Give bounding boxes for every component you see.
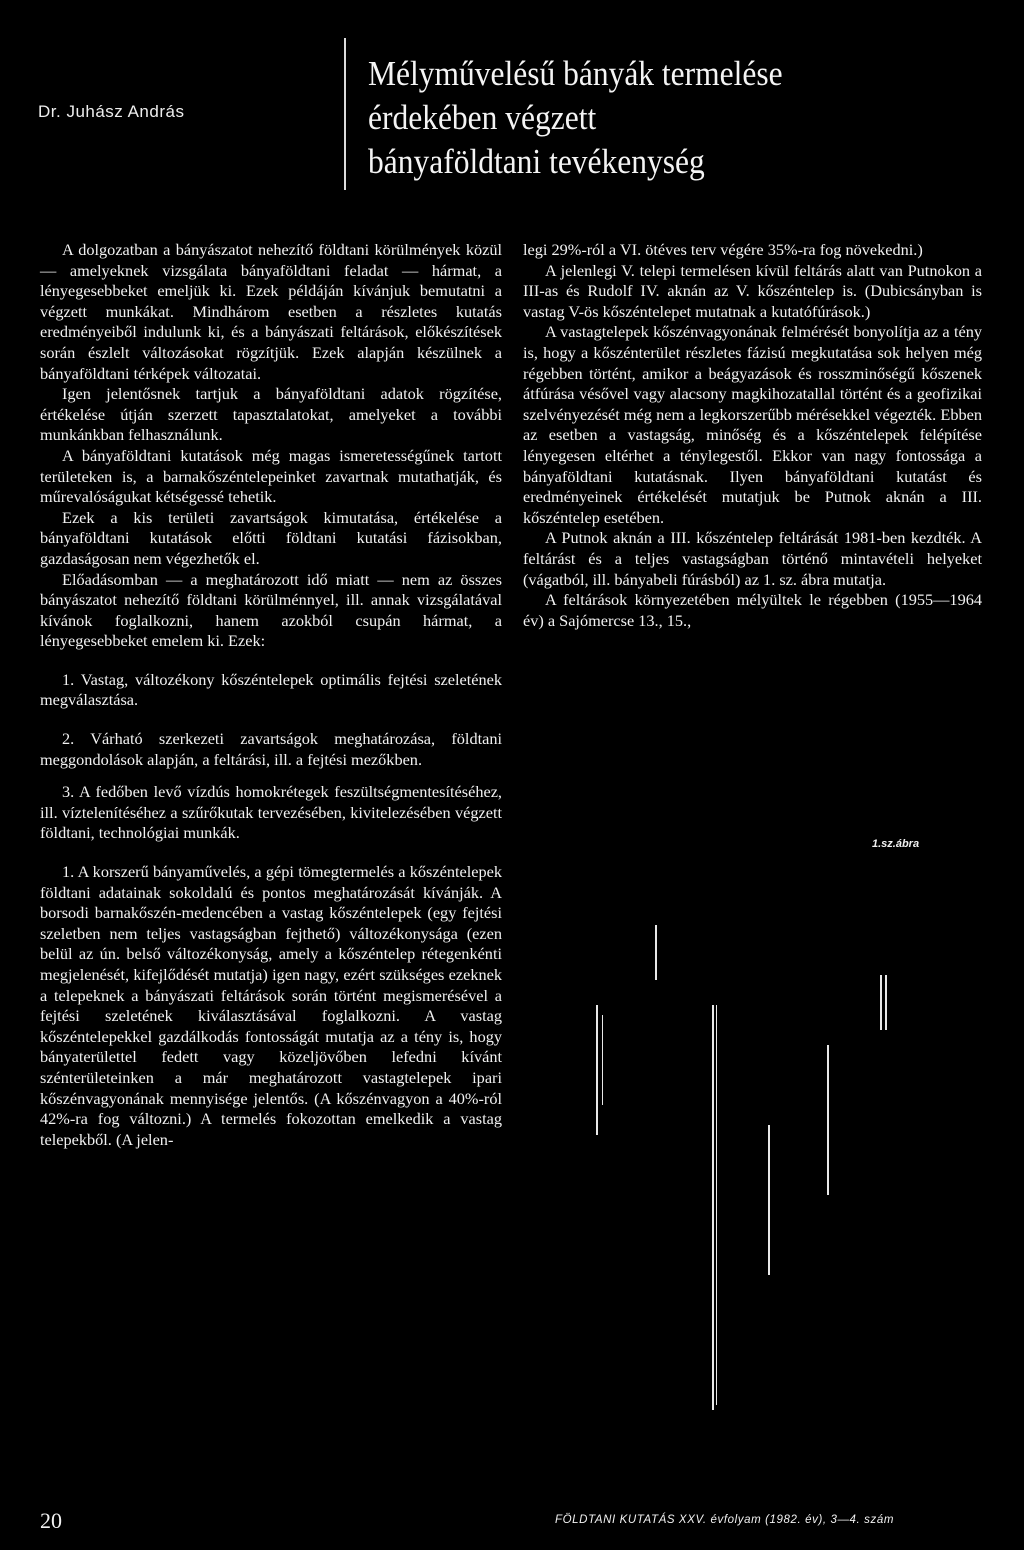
right-column — [523, 240, 982, 631]
figure-borehole-line — [827, 1045, 829, 1195]
title-line-1: Mélyművelésű bányák termelése — [368, 54, 783, 93]
paragraph: A Putnok aknán a III. kőszéntelep feltárását 1981-ben kezdték. A feltárást és a teljes vastagságban történő mintavételi helyeket (vágatból, ill. bányabeli fúrásból) az 1. sz. ábra mutatja. — [523, 528, 982, 589]
figure-borehole-line — [602, 1015, 603, 1105]
figure-borehole-line — [885, 975, 887, 1030]
paragraph: A vastagtelepek kőszénvagyonának felmérését bonyolítja az a tény is, hogy a kőszénterület részletes fázisú megkutatása sok helyen még régebben történt, amikor a beágyazások és rosszminőségű kőszenek átfúrása vésővel vagy alacsony magkihozatallal történt és a geofizikai szelvényezését még nem a legkorszerűbb mérésekkel végezték. Ebben az esetben a vastagság, minőség és a kőszéntelepek felépítése lényegesen eltérhet a ténylegestől. Ekkor van nagy fontossága a bányaföldtani kutatásnak. Ilyen bányaföldtani kutatást és eredményeinek értékelését mutatjuk be Putnok aknán a III. kőszéntelep esetében. — [523, 322, 982, 527]
figure-borehole-line — [768, 1125, 770, 1275]
paragraph: 1. A korszerű bányaművelés, a gépi tömegtermelés a kőszéntelepek földtani adatainak sokoldalú és pontos meghatározását kívánják. A borsodi barnakőszén-medencében a vastag kőszéntelepek (egy fejtési szeletben nem teljes vastagságban fejthető) változékonysága (ezen belül az ún. belső változékonyság, amely a kőszéntelep rétegenkénti megjelenését, kifejlődését mutatja) igen nagy, ezért szükséges ezeknek a telepeknek a bányászati feltárások során történt megismerésével a fejtési szeletének kiválasztásával foglalkozni. A vastag kőszéntelepekkel gazdálkodás fontosságát mutatja az a tény is, hogy bányaterülettel fedett vagy közeljövőben lefedni kívánt szénterületeinken a már meghatározott vastagtelepek ipari kőszénvagyonának mennyisége jelentős. (A kőszénvagyon a 40%-ról 42%-ra fog változni.) A termelés fokozottan emelkedik a vastag telepekből. (A jelen- — [40, 862, 502, 1149]
figure-caption: 1.sz.ábra — [872, 838, 920, 850]
figure-borehole-line — [880, 975, 882, 1030]
title-rule — [344, 38, 346, 190]
page-number: 20 — [40, 1508, 62, 1533]
figure-borehole-line — [655, 925, 657, 980]
list-item-2: 2. Várható szerkezeti zavartságok meghatározása, földtani meggondolások alapján, a feltárási, ill. a fejtési mezőkben. — [40, 729, 502, 769]
figure-borehole-line — [596, 1005, 598, 1135]
paragraph: Előadásomban — a meghatározott idő miatt — nem az összes bányászatot nehezítő földtani körülménnyel, ill. annak vizsgálatával kívánok foglalkozni, hanem azokból csupán hármat, a lényegesebbeket emelem ki. Ezek: — [40, 569, 502, 651]
journal-footer: FÖLDTANI KUTATÁS XXV. évfolyam (1982. év), 3—4. szám — [555, 1514, 895, 1526]
list-item-3: 3. A fedőben levő vízdús homokrétegek feszültségmentesítéséhez, ill. víztelenítéséhez a szűrőkutak tervezésében, kivitelezésében végzett földtani, technológiai munkák. — [40, 782, 502, 843]
title-line-2: érdekében végzett — [368, 98, 597, 137]
title-line-3: bányaföldtani tevékenység — [368, 142, 705, 181]
left-column — [40, 240, 502, 1150]
figure-borehole-line — [712, 1005, 714, 1410]
paragraph: A feltárások környezetében mélyültek le régebben (1955—1964 év) a Sajómercse 13., 15., — [523, 590, 982, 630]
paragraph: Ezek a kis területi zavartságok kimutatása, értékelése a bányaföldtani kutatások előtti földtani kutatási fázisokban, gazdaságosan nem végezhetők el. — [40, 507, 502, 568]
paragraph: legi 29%-ról a VI. ötéves terv végére 35%-ra fog növekedni.) — [523, 240, 923, 259]
paragraph: A jelenlegi V. telepi termelésen kívül feltárás alatt van Putnokon a III-as és Rudolf IV. aknán az V. kőszéntelep is. (Dubicsányban is vastag V-ös kőszéntelepet mutatnak a kutatófúrások.) — [523, 260, 982, 321]
list-item-1: 1. Vastag, változékony kőszéntelepek optimális fejtési szeletének megválasztása. — [40, 669, 502, 710]
paragraph: Igen jelentősnek tartjuk a bányaföldtani adatok rögzítése, értékelése útján szerzett tapasztalatokat, amelyeket a további munkánkban felhasználunk. — [40, 384, 502, 445]
paragraph: A bányaföldtani kutatások még magas ismeretességűnek tartott területeken is, a barnakőszéntelepeinket zavartnak mutathatják, és műrevalóságukat kétségessé tehetik. — [40, 445, 502, 507]
article-title — [368, 52, 783, 184]
figure-borehole-line — [716, 1005, 717, 1405]
paragraph: A dolgozatban a bányászatot nehezítő földtani körülmények közül — amelyeknek vizsgálata bányaföldtani feladat — hármat, a lényegesebbeket emeljük ki. Ezek példáján kívánjuk bemutatni a végzett munkákat. Mindhárom esetben a részletes kutatás eredményeiből indulunk ki, és a bányászati feltárások, előkészítések során észlelt változásokat rögzítjük. Ezek alapján készülnek a bányaföldtani térképek változatai. — [40, 240, 502, 383]
author-name: Dr. Juhász András — [38, 102, 185, 121]
